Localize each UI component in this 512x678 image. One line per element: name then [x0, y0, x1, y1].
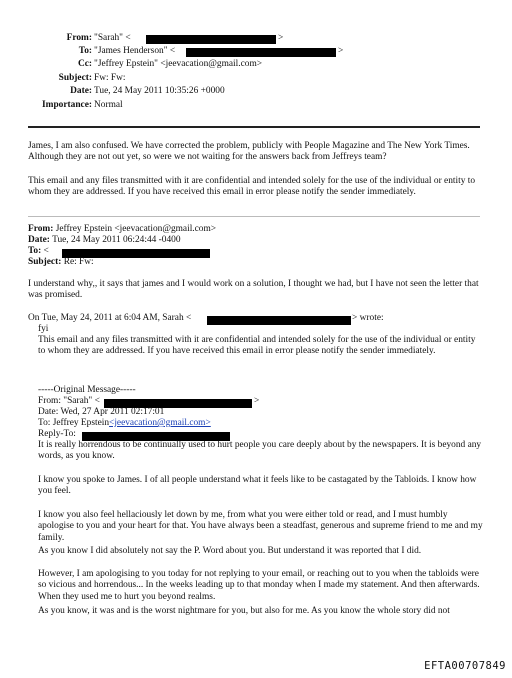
from-close: >: [278, 33, 284, 43]
header-divider: [28, 126, 480, 128]
from-label: From:: [66, 33, 92, 43]
reply-divider: [28, 216, 480, 217]
to-value: "James Henderson" <: [94, 46, 176, 56]
original-paragraph: As you know I did absolutely not say the P. Word about you. But understand it was reported that I did.: [38, 546, 422, 556]
importance-value: Normal: [94, 100, 123, 110]
reply-subject-label: Subject:: [28, 257, 62, 267]
reply-subject-value: Re: Fw:: [63, 257, 94, 267]
reply-date: [28, 235, 181, 247]
reply-from-value: Jeffrey Epstein <jeevacation@gmail.com>: [55, 224, 217, 234]
cc-value: "Jeffrey Epstein" <jeevacation@gmail.com>: [94, 59, 263, 69]
reply-date-label: Date:: [28, 235, 50, 245]
to-label: To:: [78, 46, 92, 56]
cc-label: Cc:: [77, 59, 92, 69]
email-link[interactable]: <jeevacation@gmail.com>: [109, 418, 211, 428]
reply-date-value: Tue, 24 May 2011 06:24:44 -0400: [52, 235, 181, 245]
from-value: "Sarah" <: [94, 33, 131, 43]
original-to-prefix: To: Jeffrey Epstein: [38, 418, 110, 428]
original-marker: -----Original Message-----: [38, 385, 136, 395]
reply-from: [28, 224, 216, 236]
original-paragraph: It is really horrendous to be continually used to hurt people you care deeply about by the newspapers. It is beyond any words, as you know.: [38, 440, 482, 462]
original-from: From: "Sarah" <: [38, 396, 100, 406]
date-label: Date:: [70, 86, 92, 96]
reply-to-label: To:: [28, 246, 42, 256]
to-close: >: [338, 46, 344, 56]
bates-number: EFTA00707849: [424, 660, 506, 672]
original-to: [38, 418, 211, 430]
quote-fyi: fyi: [38, 324, 49, 334]
quote-intro: On Tue, May 24, 2011 at 6:04 AM, Sarah <: [28, 313, 192, 323]
quote-disclaimer: This email and any files transmitted with it are confidential and intended solely for the use of the individual or entity to whom they are addressed. If you have received this email in error please notify the sender immediately.: [38, 335, 476, 357]
disclaimer: This email and any files transmitted with it are confidential and intended solely for the use of the individual or entity to whom they are addressed. If you have received this email in error please notify the sender immediately.: [28, 176, 476, 198]
importance-label: Importance:: [42, 100, 92, 110]
date-value: Tue, 24 May 2011 10:35:26 +0000: [94, 86, 225, 96]
quote-intro-end: > wrote:: [352, 313, 384, 323]
original-replyto: Reply-To:: [38, 429, 76, 439]
original-date: Date: Wed, 27 Apr 2011 02:17:01: [38, 407, 165, 417]
original-paragraph: I know you also feel hellaciously let down by me, from what you were either told or read, and I must humbly apologise to you and your heart for that. You have always been a steadfast, generous and supreme friend to me and my family.: [38, 510, 483, 543]
subject-value: Fw: Fw:: [94, 73, 126, 83]
reply-to-value: <: [43, 246, 49, 256]
redaction-box: [186, 48, 336, 57]
original-paragraph: However, I am apologising to you today for not replying to your email, or reaching out to you when the tabloids were so vicious and horrendous... In the weeks leading up to that monday when I made my statement. And then afterwards. When they used me to hurt you beyond realms.: [38, 569, 480, 602]
original-paragraph: I know you spoke to James. I of all people understand what it feels like to be castagated by the Tabloids. I know how you feel.: [38, 475, 477, 497]
subject-label: Subject:: [58, 73, 92, 83]
reply-from-label: From:: [28, 224, 54, 234]
redaction-box: [146, 35, 276, 44]
original-from-close: >: [254, 396, 260, 406]
reply-subject: [28, 257, 94, 269]
message-body: James, I am also confused. We have corrected the problem, publicly with People Magazine and The New York Times. Although they are not out yet, so were we not waiting for the answers back from Jeffreys team?: [28, 141, 470, 163]
message-body: I understand why,, it says that james and I would work on a solution, I thought we had, but I have not seen the letter that was promised.: [28, 279, 479, 301]
original-paragraph: As you know, it was and is the worst nightmare for you, but also for me. As you know the whole story did not: [38, 606, 450, 616]
reply-to: [28, 246, 49, 258]
redaction-box: [207, 316, 351, 325]
